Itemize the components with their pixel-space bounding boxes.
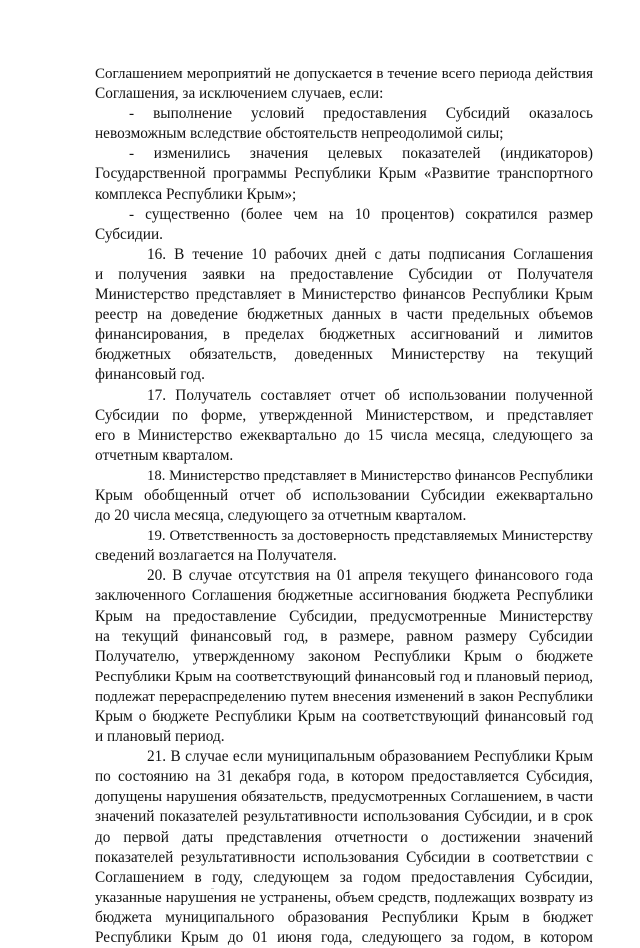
text-line: сведений возлагается на Получателя. <box>95 547 337 565</box>
text-line: Соглашением мероприятий не допускается в течение всего периода действия <box>95 66 593 82</box>
text-line: реестр на доведение бюджетных данных в части предельных объемов <box>95 306 593 324</box>
text-line: 20. В случае отсутствия на 01 апреля текущего финансового года <box>147 567 593 585</box>
text-line: до 20 числа месяца, следующего за отчетным кварталом. <box>95 507 467 525</box>
text-line: 18. Министерство представляет в Министерство финансов Республики <box>147 467 593 484</box>
text-line: Соглашением в году, следующем за годом предоставления Субсидии, <box>95 868 593 886</box>
text-line: 16. В течение 10 рабочих дней с даты подписания Соглашения <box>147 245 593 263</box>
text-line: Государственной программы Республики Крым «Развитие транспортного <box>95 165 593 183</box>
text-line: Крым на предоставление Субсидии, предусмотренные Министерству <box>95 607 593 625</box>
text-line: на текущий финансовый год, в размере, равном размеру Субсидии <box>95 627 593 645</box>
text-line: бюджетных обязательств, доведенных Министерству на текущий <box>95 346 593 364</box>
text-line: 19. Ответственность за достоверность представляемых Министерству <box>147 528 593 545</box>
text-line: заключенного Соглашения бюджетные ассигнования бюджета Республики <box>95 587 593 605</box>
text-line: указанные нарушения не устранены, объем средств, подлежащих возврату из <box>95 889 593 906</box>
text-line: Субсидии по форме, утвержденной Министерством, и представляет <box>95 406 593 424</box>
text-line: подлежат перераспределению путем внесения изменений в закон Республики <box>95 688 593 705</box>
text-line: Соглашения, за исключением случаев, если: <box>95 85 384 103</box>
text-line: финансовый год. <box>95 366 205 384</box>
text-line: показателей результативности использования Субсидии в соответствии с <box>95 848 593 866</box>
text-line: значений показателей результативности использования Субсидии, и в срок <box>95 808 593 826</box>
text-line: отчетным кварталом. <box>95 446 234 464</box>
text-line: Республики Крым до 01 июня года, следующего за годом, в котором <box>95 929 593 947</box>
text-line: Получателю, утвержденному законом Республики Крым о бюджете <box>95 647 593 665</box>
text-line: Крым о бюджете Республики Крым на соответствующий финансовый год <box>95 708 593 725</box>
text-line: и плановый период. <box>95 728 225 746</box>
text-line: - изменились значения целевых показателей (индикаторов) <box>129 145 593 163</box>
text-line: финансирования, в пределах бюджетных ассигнований и лимитов <box>95 326 593 344</box>
text-line: Субсидии. <box>95 225 164 243</box>
text-line: комплекса Республики Крым»; <box>95 185 297 203</box>
text-line: невозможным вследствие обстоятельств непреодолимой силы; <box>95 125 504 143</box>
text-line: 21. В случае если муниципальным образованием Республики Крым <box>147 748 593 766</box>
text-line: допущены нарушения обязательств, предусмотренных Соглашением, в части <box>95 789 593 806</box>
text-line: и получения заявки на предоставление Субсидии от Получателя <box>95 265 593 283</box>
text-line: его в Министерство ежеквартально до 15 числа месяца, следующего за <box>95 426 593 444</box>
text-line: 17. Получатель составляет отчет об использовании полученной <box>147 386 593 404</box>
text-line: бюджета муниципального образования Республики Крым в бюджет <box>95 908 593 926</box>
text-line: по состоянию на 31 декабря года, в котором предоставляется Субсидия, <box>95 768 593 786</box>
text-line: до первой даты представления отчетности о достижении значений <box>95 828 593 846</box>
text-line: - существенно (более чем на 10 процентов) сократился размер <box>129 205 593 223</box>
scan-speck <box>211 888 214 889</box>
text-line: Республики Крым на соответствующий финансовый год и плановый период, <box>95 668 593 685</box>
text-line: - выполнение условий предоставления Субсидий оказалось <box>129 105 593 123</box>
text-line: Министерство представляет в Министерство финансов Республики Крым <box>95 286 593 304</box>
document-body <box>95 64 593 948</box>
text-line: Крым обобщенный отчет об использовании Субсидии ежеквартально <box>95 486 593 504</box>
